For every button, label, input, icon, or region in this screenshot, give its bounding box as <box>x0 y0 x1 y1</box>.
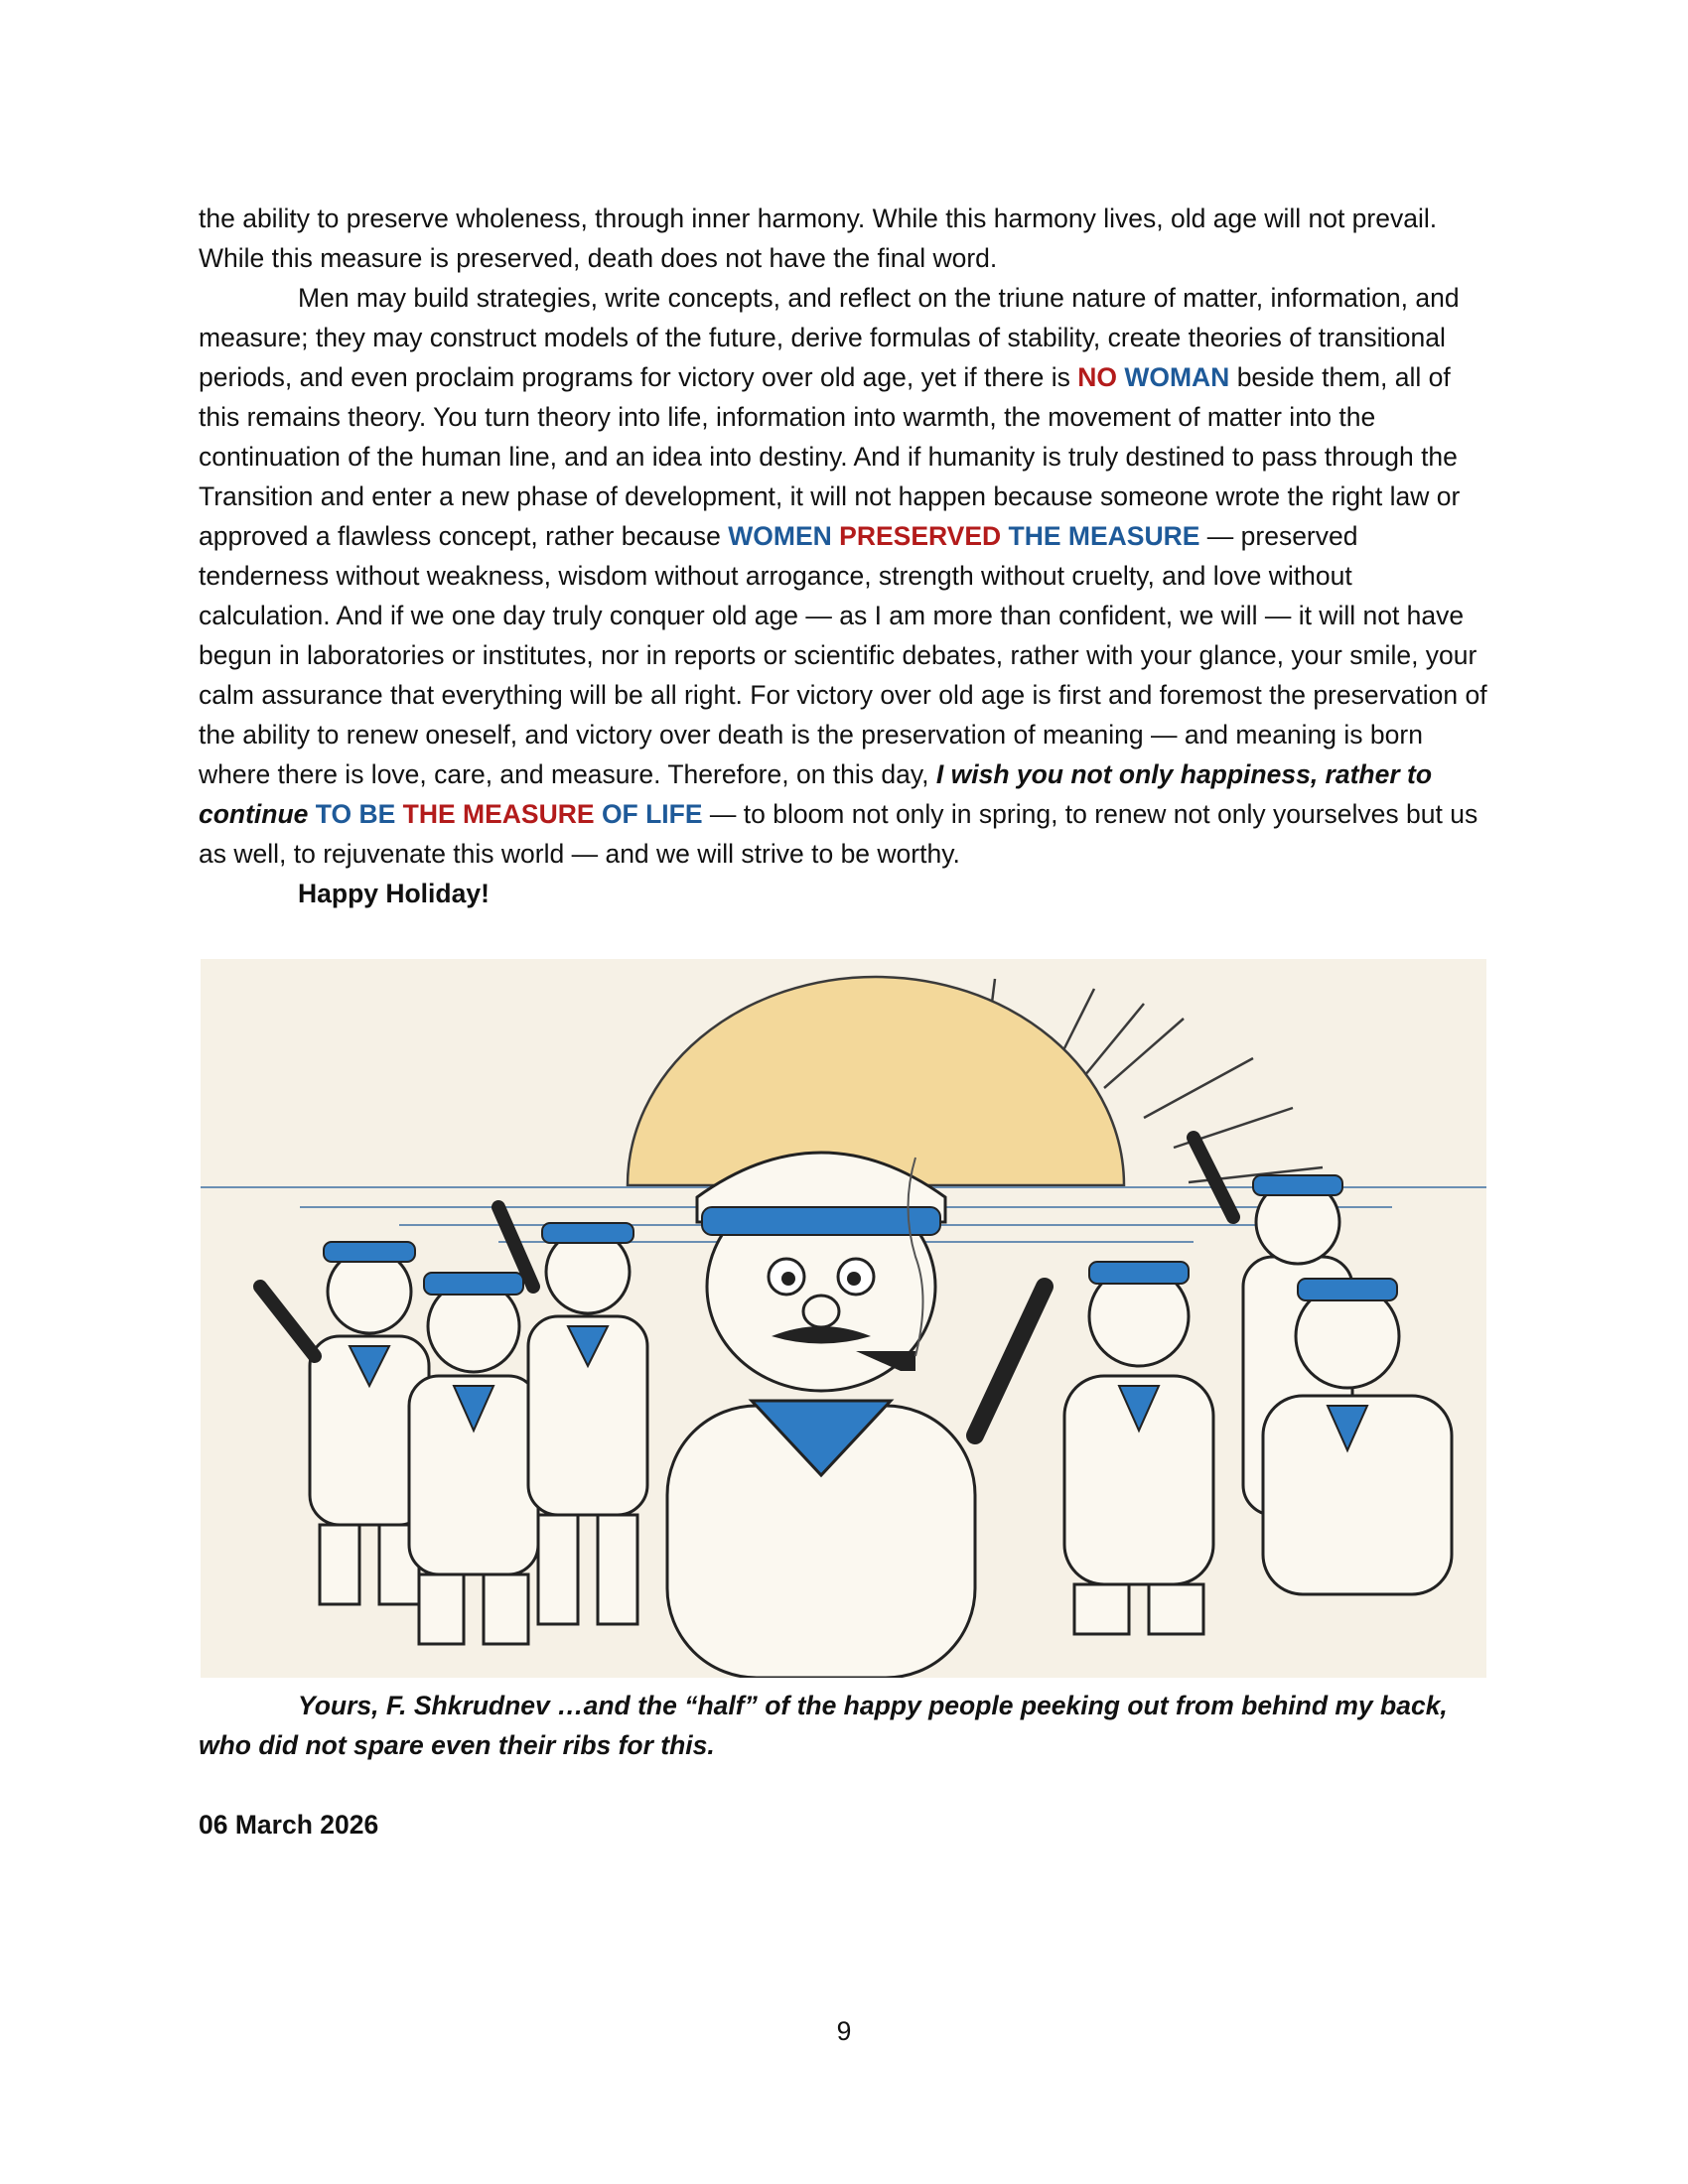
paragraph-main <box>199 278 1489 874</box>
emphasis-woman: WOMAN <box>1124 362 1230 392</box>
page-number: 9 <box>836 2016 852 2046</box>
wish-phrase: I wish you not only happiness, rather to continue <box>199 759 1433 829</box>
sailors-illustration <box>201 959 1486 1678</box>
text-run: — to bloom not only in spring, to renew not only yourselves but us as well, to rejuvenate this world — and we will strive to be worthy. <box>199 799 1478 869</box>
older-sailors <box>1064 1138 1452 1634</box>
emphasis-no: NO <box>1077 362 1117 392</box>
captain <box>667 1153 1045 1678</box>
text-run: — preserved tenderness without weakness, wisdom without arrogance, strength without cruelty, and love without calculation. And if we one day truly conquer old age — as I am more than confident, we will — it will not have begun in laboratories or institutes, nor in reports or scientific debates, rather with your glance, your smile, your calm assurance that everything will be all right. For victory over old age is first and foremost the preservation of the ability to renew oneself, and victory over death is the preservation of meaning — and meaning is born where there is love, care, and measure. Therefore, on this day, <box>199 521 1487 789</box>
date: 06 March 2026 <box>199 1810 379 1840</box>
signature-line: Yours, F. Shkrudnev …and the “half” of the happy people peeking out from behind my back, who did not spare even their ribs for this. <box>199 1691 1448 1760</box>
body-text <box>199 199 1489 913</box>
emphasis-the-measure: THE MEASURE <box>1008 521 1200 551</box>
holiday-greeting: Happy Holiday! <box>298 879 490 908</box>
emphasis-preserved: PRESERVED <box>839 521 1002 551</box>
text-run: Men may build strategies, write concepts, and reflect on the triune nature of matter, information, and measure; they may construct models of the future, derive formulas of stability, create theories of transitional periods, and even proclaim programs for victory over old age, yet if there is <box>199 283 1460 392</box>
text-run: beside them, all of this remains theory. You turn theory into life, information into warmth, the movement of matter into the continuation of the human line, and an idea into destiny. And if humanity is truly destined to pass through the Transition and enter a new phase of development, it will not happen because someone wrote the right law or approved a flawless concept, rather because <box>199 362 1461 551</box>
emphasis-of-life: OF LIFE <box>601 799 703 829</box>
sailors-drawing <box>201 959 1486 1678</box>
young-sailors <box>260 1207 647 1644</box>
sun <box>628 977 1124 1185</box>
emphasis-to-be: TO BE <box>315 799 396 829</box>
emphasis-women: WOMEN <box>728 521 832 551</box>
emphasis-the-measure-2: THE MEASURE <box>402 799 595 829</box>
paragraph-continuation: the ability to preserve wholeness, through inner harmony. While this harmony lives, old age will not prevail. While this measure is preserved, death does not have the final word. <box>199 204 1438 273</box>
signature <box>199 1686 1489 1765</box>
